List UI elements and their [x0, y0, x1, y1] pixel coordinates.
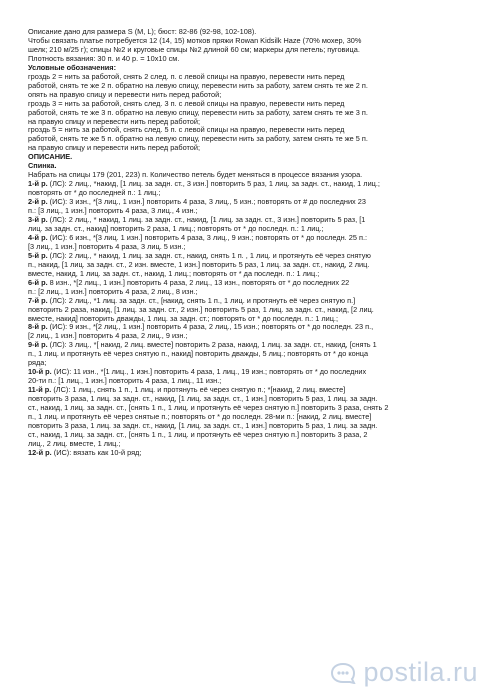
text-line: [28, 413, 474, 422]
line-text: лиц. за задн. ст., накид] повторить 2 раза, 1 лиц.; повторять от * до последн. п.: 1 лиц.;: [28, 224, 324, 233]
line-text: (ЛС): 2 лиц., * накид, 1 лиц. за задн. ст., накид, снять 1 п. , 1 лиц. и протянуть её через снятую: [47, 251, 371, 260]
line-text: [2 лиц., 1 изн.] повторить 4 раза, 2 лиц., 9 изн.;: [28, 332, 188, 341]
line-text: работой, снять те же 2 п. обратно на левую спицу, перевести нить за работу, затем снять те же 2 п.: [28, 81, 368, 90]
row-label: 3-й р.: [28, 216, 48, 225]
line-text: (ЛС): 2 лиц., *накид, [1 лиц. за задн. ст., 3 изн.] повторить 5 раз, 1 лиц. за задн. ст., накид, 1 лиц.;: [47, 180, 380, 189]
text-line: [28, 306, 474, 315]
text-line: [28, 189, 474, 198]
line-text: (ЛС): 3 лиц., *[ накид, 2 лиц. вместе] повторить 2 раза, накид, 1 лиц. за задн. ст., накид, [снять 1: [47, 341, 377, 350]
line-text: гроздь 2 = нить за работой, снять 2 след. п. с левой спицы на правую, перевести нить перед: [28, 72, 345, 81]
line-text: гроздь 5 = нить за работой, снять след. 5 п. с левой спицы на правую, перевести нить перед: [28, 126, 345, 135]
row-label: 2-й р.: [28, 198, 48, 207]
watermark-text: postila.ru: [363, 657, 478, 687]
row-label: 1-й р.: [28, 180, 48, 189]
text-line: [28, 100, 474, 109]
row-instruction: [28, 449, 474, 458]
line-text: на правую спицу и перевести нить перед работой;: [28, 117, 200, 126]
line-text: ст., накид, 1 лиц. за задн. ст., [снять 1 п., 1 лиц. и протянуть её через снятую п.] повторить 3 раза, 2: [28, 430, 368, 439]
text-line: [28, 288, 474, 297]
text-line: [28, 225, 474, 234]
row-label: 10-й р.: [28, 368, 52, 377]
row-label: 4-й р.: [28, 233, 48, 242]
text-line: [28, 144, 474, 153]
line-text: вместе, накид] повторить дважды, 1 лиц. за задн. ст.; повторять от * до последн. п.: 1 лиц.;: [28, 314, 338, 323]
line-text: п., 1 лиц. и протянуть её через снятые п.; повторять от * до последн. 28-ми п.: [накид, 2 лиц. вместе]: [28, 412, 372, 421]
line-text: работой, снять те же 5 п. обратно на левую спицу, перевести нить за работу, затем снять те же 5 п.: [28, 135, 368, 144]
text-line: [28, 28, 474, 37]
line-text: (ЛС): 2 лиц., *1 лиц. за задн. ст., [накид, снять 1 п., 1 лиц. и протянуть её через снятую п.]: [47, 296, 356, 305]
text-line: [28, 109, 474, 118]
line-text: Плотность вязания: 30 п. и 40 р. = 10х10 см.: [28, 54, 180, 63]
text-line: [28, 431, 474, 440]
text-line: [28, 359, 474, 368]
line-text: п.: [2 лиц., 1 изн.] повторить 4 раза, 2 лиц., 8 изн.;: [28, 287, 198, 296]
row-label: 12-й р.: [28, 448, 52, 457]
postila-logo-icon: [329, 662, 357, 684]
pattern-text-body: [28, 28, 474, 458]
line-text: [3 лиц., 1 изн.] повторить 4 раза, 3 лиц. 5 изн.;: [28, 242, 186, 251]
line-text: Описание дано для размера S (M, L); бюст: 82-86 (92-98, 102-108).: [28, 28, 257, 36]
line-text: Чтобы связать платье потребуется 12 (14, 15) мотков пряжи Rowan Kidsilk Haze (70% мохер, 30%: [28, 36, 362, 45]
watermark: [329, 659, 478, 686]
line-text: шелк; 210 м/25 г); спицы №2 и круговые спицы №2 длиной 60 см; маркеры для петель; пуговица.: [28, 45, 360, 54]
text-line: [28, 404, 474, 413]
text-line: [28, 55, 474, 64]
text-line: [28, 315, 474, 324]
line-text: п.: [3 лиц., 1 изн.] повторить 4 раза, 3 лиц., 4 изн.;: [28, 207, 198, 216]
line-text: (ИС): 3 изн., *[3 лиц., 1 изн.] повторить 4 раза, 3 лиц., 5 изн.; повторять от # до последних 23: [47, 198, 366, 207]
text-line: [28, 82, 474, 91]
line-text: на правую спицу и перевести нить перед работой;: [28, 144, 200, 153]
text-line: [28, 46, 474, 55]
line-text: (ИС): 11 изн., *[1 лиц., 1 изн.] повторить 4 раза, 1 лиц., 19 изн.; повторять от * до последних: [51, 368, 367, 377]
line-text: ряда;: [28, 359, 47, 368]
line-text: (ЛС): 1 лиц., снять 1 п., 1 лиц. и протянуть её через снятую п.; *[накид, 2 лиц. вместе]: [51, 386, 346, 395]
text-line: [28, 135, 474, 144]
line-text: лиц., 2 лиц. вместе, 1 лиц.;: [28, 439, 121, 448]
row-instruction: [28, 279, 474, 288]
line-text: опять на правую спицу и перевести нить перед работой;: [28, 90, 222, 99]
row-instruction: [28, 216, 474, 225]
section-heading: Условные обозначения:: [28, 63, 117, 72]
line-text: ст., накид, 1 лиц. за задн. ст., [снять 1 п., 1 лиц. и протянуть её через снятую п.] повторить 3 раза, снять 2: [28, 404, 389, 413]
line-text: повторить 3 раза, 1 лиц. за задн. ст., накид, [1 лиц. за задн. ст., 1 изн.] повторить 5 раз, 1 лиц. за задн.: [28, 421, 378, 430]
row-instruction: [28, 180, 474, 189]
row-label: 8-й р.: [28, 323, 48, 332]
row-instruction: [28, 341, 474, 350]
text-line: [28, 207, 474, 216]
text-line: [28, 91, 474, 100]
text-line: [28, 118, 474, 127]
line-text: (ЛС): 2 лиц., * накид, 1 лиц. за задн. ст., накид, [1 лиц. за задн. ст., 3 изн.] повторить 5 раз, [1: [47, 216, 366, 225]
row-label: 6-й р.: [28, 278, 48, 287]
text-line: [28, 332, 474, 341]
line-text: повторить 2 раза, накид, [1 лиц. за задн. ст., 2 изн.] повторить 5 раз, 1 лиц. за задн. ст., накид, [2 лиц.: [28, 305, 374, 314]
text-line: [28, 261, 474, 270]
row-label: 9-й р.: [28, 341, 48, 350]
line-text: п., 1 лиц. и протянуть её через снятую п., накид] повторить дважды, 5 лиц.; повторять от * до конца: [28, 350, 369, 359]
text-line: [28, 440, 474, 449]
section-heading: Спинка.: [28, 162, 57, 171]
line-text: (ИС): вязать как 10-й ряд;: [51, 448, 142, 457]
line-text: повторить 3 раза, 1 лиц. за задн. ст., накид, [1 лиц. за задн. ст., 1 изн.] повторить 5 раз, 1 лиц. за задн.: [28, 395, 378, 404]
row-instruction: [28, 252, 474, 261]
text-line: [28, 395, 474, 404]
line-text: повторять от * до последней п.: 1 лиц.;: [28, 189, 161, 198]
line-text: 8 изн., *[2 лиц., 1 изн.] повторить 4 раза, 2 лиц., 13 изн., повторять от * до последних 22: [47, 278, 350, 287]
text-line: [28, 126, 474, 135]
text-line: [28, 243, 474, 252]
line-text: (ИС): 9 изн., *[2 лиц., 1 изн.] повторить 4 раза, 2 лиц., 15 изн.; повторять от * до последн. 23 п.,: [47, 323, 374, 332]
row-instruction: [28, 323, 474, 332]
row-label: 5-й р.: [28, 251, 48, 260]
line-text: гроздь 3 = нить за работой, снять след. 3 п. с левой спицы на правую, перевести нить перед: [28, 99, 345, 108]
line-text: вместе, накид, 1 лиц. за задн. ст., накид, 1 лиц.; повторять от * да последн. п.: 1 лиц.;: [28, 269, 320, 278]
row-instruction: [28, 297, 474, 306]
line-text: 20-ти п.: [1 лиц., 1 изн.] повторить 4 раза, 1 лиц., 11 изн.;: [28, 377, 222, 386]
text-line: [28, 377, 474, 386]
row-instruction: [28, 198, 474, 207]
line-text: Набрать на спицы 179 (201, 223) п. Количество петель будет меняться в процессе вязания узора.: [28, 171, 363, 180]
row-label: 11-й р.: [28, 386, 52, 395]
text-line: [28, 171, 474, 180]
text-line: [28, 270, 474, 279]
text-line: [28, 422, 474, 431]
text-line: [28, 73, 474, 82]
section-heading: ОПИСАНИЕ.: [28, 153, 73, 162]
line-text: работой, снять те же 3 п. обратно на левую спицу, перевести нить за работу, затем снять те же 3 п.: [28, 108, 368, 117]
text-line: [28, 37, 474, 46]
line-text: п., накид, [1 лиц. за задн. ст., 2 изн. вместе, 1 изн.] повторить 5 раз, 1 лиц. за задн. ст., накид, 2 лиц.: [28, 260, 370, 269]
row-label: 7-й р.: [28, 296, 48, 305]
row-instruction: [28, 368, 474, 377]
text-line: [28, 350, 474, 359]
row-instruction: [28, 234, 474, 243]
row-instruction: [28, 386, 474, 395]
line-text: (ИС): 6 изн., *[3 лиц. 1 изн.] повторить 4 раза, 3 лиц., 9 изн.; повторять от * до последн. 25 п.:: [47, 233, 368, 242]
